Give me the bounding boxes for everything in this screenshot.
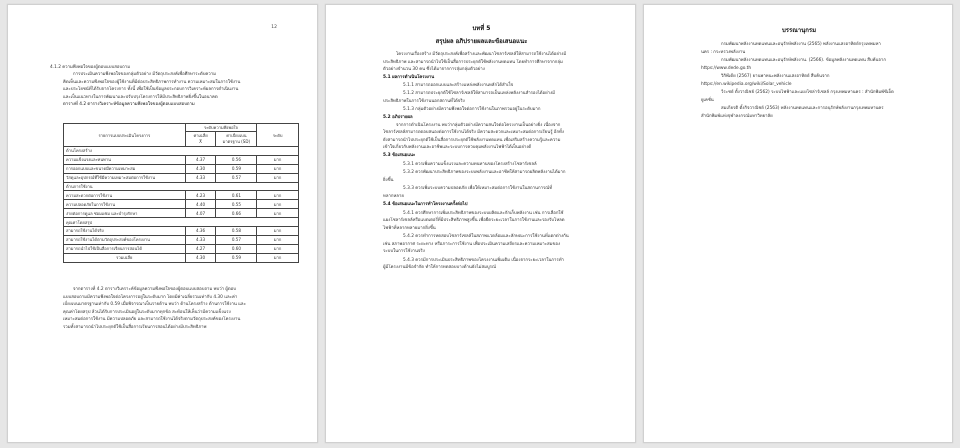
list-item: 5.1.3 กลุ่มตัวอย่างมีความพึงพอใจต่อการใช้งานในภาพรวมอยู่ในระดับมาก (403, 106, 541, 112)
cell-sd: 0.56 (216, 155, 257, 164)
cell-item: ความปลอดภัยในการใช้งาน (64, 200, 186, 209)
chapter-number: บทที่ 5 (472, 25, 491, 32)
cell-total-label: รวมเฉลี่ย (64, 253, 186, 262)
intro-line: และประโยชน์ที่ได้รับจากโครงการ ทั้งนี้ เพื่อใช้เป็นข้อมูลประกอบการวิเคราะห์ผลการดำเนินงาน (63, 87, 239, 92)
bib-entry: กรมพัฒนาพลังงานทดแทนและอนุรักษ์พลังงาน. (2566). ข้อมูลพลังงานทดแทน สืบค้นจาก (721, 58, 886, 63)
table-row (64, 244, 299, 253)
summary-line: จากตารางที่ 4.2 ตารางวิเคราะห์ข้อมูลความพึงพอใจของผู้ตอบแบบสอบถาม พบว่า ผู้ตอบ (73, 287, 237, 292)
list-item: 5.4.2 ควรทำการทดสอบโซลาร์เซลล์ในสภาพแวดล้อมและลักษณะการใช้งานที่แตกต่างกัน (403, 234, 569, 239)
mean-label: ค่าเฉลี่ย (193, 133, 208, 138)
table-row (64, 200, 299, 209)
cell-total-sd: 0.59 (216, 253, 257, 262)
summary-line: เบี่ยงเบนมาตรฐานเท่ากับ 0.59 เมื่อพิจารณาเป็นรายด้าน พบว่า ด้านโครงสร้าง ด้านการใช้งาน และ (63, 302, 246, 307)
cell-level: มาก (257, 200, 299, 209)
list-item: 5.1.2 สามารถประยุกต์ใช้โซลาร์เซลล์ให้สามารถเป็นแหล่งพลังงานสำรองได้อย่างมี (403, 91, 555, 96)
table-caption: ตารางที่ 4.2 ตารางวิเคราะห์ข้อมูลความพึงพอใจของผู้ตอบแบบสอบถาม (63, 102, 195, 107)
cell-sd: 0.55 (216, 200, 257, 209)
cell-item: ความสะดวกต่อการใช้งาน (64, 191, 186, 200)
col-header-mean (185, 132, 216, 147)
section-title: ด้านการใช้งาน (64, 182, 299, 191)
intro-line: คิดเห็นและความพึงพอใจของผู้ใช้งานที่มีต่อประสิทธิภาพการทำงาน ความเหมาะสมในการใช้งาน (63, 79, 241, 85)
cell-item: ความแข็งแรงและทนทาน (64, 155, 186, 164)
cell-sd: 0.57 (216, 173, 257, 182)
mean-symbol: X̄ (199, 139, 202, 144)
cell-level: มาก (257, 244, 299, 253)
section-heading-5-1: 5.1 ผลการดำเนินโครงงาน (383, 75, 435, 80)
cell-sd: 0.60 (216, 244, 257, 253)
cell-sd: 0.61 (216, 191, 257, 200)
cell-level: มาก (257, 191, 299, 200)
cell-level: มาก (257, 235, 299, 244)
bib-entry-cont: สำนักพิมพ์แห่งจุฬาลงกรณ์มหาวิทยาลัย (701, 114, 773, 119)
intro-line: การประเมินความพึงพอใจของกลุ่มตัวอย่าง มีวัตถุประสงค์เพื่อศึกษาระดับความ (73, 72, 216, 77)
bib-entry: สมเกียรติ ตั้งกิจวาณิชย์ (2563) พลังงานทดแทนและการอนุรักษ์พลังงานกรุงเทพมหานคร (721, 106, 884, 111)
cell-mean: 4.37 (185, 155, 216, 164)
list-item-cont: ระบบในการใช้งานจริง (383, 249, 425, 254)
list-item: 5.1.1 สามารถออกแบบและสร้างแหล่งพลังงานหลักได้สำเร็จ (403, 83, 514, 88)
cell-level: มาก (257, 227, 299, 236)
cell-mean: 4.27 (185, 244, 216, 253)
cell-mean: 4.33 (185, 173, 216, 182)
summary-line: รวมทั้งสามารถนำไปประยุกต์ใช้เป็นสื่อการเรียนการสอนได้อย่างมีประสิทธิภาพ (63, 324, 207, 330)
list-item-cont: ประสิทธิภาพในการใช้งานนอกสถานที่ได้จริง (383, 98, 465, 104)
section-heading-5-4: 5.4 ข้อเสนอแนะในการทำโครงงานครั้งต่อไป (383, 202, 468, 207)
summary-line: เหมาะสมต่อการใช้งาน มีความปลอดภัย และสามารถใช้งานได้จริงตามวัตถุประสงค์ของโครงงาน (63, 317, 241, 322)
table-row (64, 155, 299, 164)
section-heading-5-2: 5.2 อภิปรายผล (383, 114, 413, 120)
bib-entry: กรมพัฒนาพลังงานทดแทนและอนุรักษ์พลังงาน (2565) พลังงานแสงอาทิตย์กรุงเทพมหา (721, 42, 881, 47)
section-heading-5-3: 5.3 ข้อเสนอแนะ (383, 153, 416, 158)
cell-item: สามารถใช้งานได้จริง (64, 227, 186, 236)
list-item: 5.3.1 ควรเพิ่มความแข็งแรงและความทนทานของโครงสร้างโซลาร์เซลล์ (403, 161, 537, 167)
discussion-line: จากการดำเนินโครงงาน พบว่ากลุ่มตัวอย่างมีความสนใจต่อโครงงานเป็นอย่างยิ่ง เนื่องจาก (396, 122, 561, 128)
cell-item: วัสดุและอุปกรณ์ที่ใช้มีความเหมาะสมต่อการใช้งาน (64, 173, 186, 182)
list-item-cont: ไฟฟ้าที่หลากหลายมากยิ่งขึ้น (383, 225, 436, 231)
list-item-cont: ยิ่งขึ้น (383, 177, 394, 183)
cell-item: ง่ายต่อการดูแล ซ่อมแซม และบำรุงรักษา (64, 209, 186, 218)
cell-level: มาก (257, 209, 299, 218)
bibliography-title: บรรณานุกรม (781, 27, 817, 34)
table-section-row (64, 182, 299, 191)
cell-sd: 0.59 (216, 164, 257, 173)
list-item-cont: แผงโซลาร์เซลล์หรือแบตเตอรี่ที่มีประสิทธิภาพสูงขึ้น เพื่อยืดระยะเวลาในการใช้งานและรองรับโหลด (383, 218, 565, 223)
document-page-chapter-5 (325, 4, 636, 443)
cell-mean: 4.07 (185, 209, 216, 218)
discussion-line: โซลาร์เซลล์สามารถตอบสนองต่อการใช้งานได้จริง มีความสะดวกและเหมาะสมต่อการเรียนรู้ อีกทั้ง (383, 130, 564, 135)
table-row (64, 173, 299, 182)
sd-label: ค่าเบี่ยงเบน (226, 133, 247, 138)
cell-item: สามารถนำไปใช้เป็นสื่อการเรียนการสอนได้ (64, 244, 186, 253)
discussion-line: ยังสามารถนำไปประยุกต์ใช้เป็นสื่อการประยุกต์ใช้พลังงานทดแทน เพื่อเสริมสร้างความรู้และความ (383, 137, 561, 143)
satisfaction-table (63, 123, 299, 263)
table-total-row (64, 253, 299, 262)
cell-sd: 0.66 (216, 209, 257, 218)
list-item-cont: หลากหลาย (383, 193, 404, 199)
section-title: ด้านโครงสร้าง (64, 147, 299, 156)
col-header-sd (216, 132, 257, 147)
section-heading-4-1-2: 4.1.2 ความพึงพอใจของผู้ตอบแบบสอบถาม (50, 65, 131, 70)
cell-level: มาก (257, 173, 299, 182)
cell-level: มาก (257, 164, 299, 173)
table-section-row (64, 218, 299, 227)
cell-sd: 0.57 (216, 235, 257, 244)
bib-entry-cont: https://www.dede.go.th (701, 66, 752, 71)
summary-line: คุณค่าโดยสรุป ล้วนได้รับการประเมินอยู่ในระดับมากทุกข้อ สะท้อนให้เห็นว่ามีความแข็งแรง (63, 309, 231, 315)
cell-mean: 4.36 (185, 227, 216, 236)
sd-label-2: มาตรฐาน (SD) (222, 139, 251, 144)
cell-mean: 4.23 (185, 191, 216, 200)
col-header-group: ระดับความพึงพอใจ (185, 124, 257, 132)
col-header-level: ระดับ (257, 124, 299, 147)
bib-entry: วีระชย์ ตั้งวาณิชย์ (2562) ระบบไฟฟ้าและแผงโซล่าร์เซลล์ กรุงเทพมหานคร : สำนักพิมพ์ซีเอ็ด (721, 90, 894, 95)
list-item: 5.3.2 ควรพัฒนาประสิทธิภาพของระบบพลังงานและอาชีพให้สามารถผลิตพลังงานได้มาก (403, 170, 566, 175)
bib-entry-cont: นคร : กระทรวงพลังงาน (701, 50, 746, 55)
bib-entry-cont: https://en.wikipedia.org/wiki/Solar_vehicle (701, 82, 792, 87)
bib-entry-cont: ยูเคชั่น (701, 98, 714, 103)
table-row (64, 164, 299, 173)
cell-mean: 4.33 (185, 235, 216, 244)
list-item-cont: เช่น สภาพอากาศ ระยะทาง หรือภาระการใช้งาน เพื่อประเมินความเสถียรและความเหมาะสมของ (383, 241, 561, 247)
table-row (64, 191, 299, 200)
cell-item: การออกแบบและขนาดมีความเหมาะสม (64, 164, 186, 173)
table-row (64, 235, 299, 244)
table-row (64, 227, 299, 236)
section-title: คุณค่าโดยสรุป (64, 218, 299, 227)
cell-item: สามารถใช้งานได้ตามวัตถุประสงค์ของโครงงาน (64, 235, 186, 244)
intro-line: โครงงานเรื่องสร้าง มีวัตถุประสงค์เพื่อสร้างและพัฒนาโซลาร์เซลล์ให้สามารถใช้งานได้อย่างมี (396, 52, 567, 57)
intro-line: ตัวอย่างจำนวน 30 คน ซึ่งได้มาจากการสุ่มกลุ่มตัวอย่าง (383, 67, 485, 72)
table-row (64, 209, 299, 218)
page-number: 12 (271, 25, 277, 30)
bib-entry: วิกิพีเดีย (2567) ยานพาหนะพลังงานแสงอาทิตย์ สืบค้นจาก (721, 74, 830, 79)
chapter-title: สรุปผล อภิปรายผลและข้อเสนอแนะ (435, 38, 528, 45)
document-page-bibliography (643, 4, 953, 443)
table-section-row (64, 147, 299, 156)
cell-total-mean: 4.30 (185, 253, 216, 262)
list-item: 5.4.3 ควรมีการประเมินประสิทธิภาพของโครงงานเพิ่มเติม เนื่องจากระยะเวลาในการทำ (403, 257, 564, 263)
list-item: 5.3.3 ควรเพิ่มระบบความปลอดภัย เพื่อให้เหมาะสมต่อการใช้งานในสถานการณ์ที่ (403, 186, 553, 191)
document-page-12 (7, 4, 318, 443)
cell-total-level: มาก (257, 253, 299, 262)
cell-mean: 4.30 (185, 164, 216, 173)
cell-level: มาก (257, 155, 299, 164)
col-header-item: รายการแบบประเมินโครงการ (64, 124, 186, 147)
discussion-line: เข้าใจเกี่ยวกับพลังงานและอาชีพและระบบการควบคุมพลังงานไฟฟ้าได้เป็นอย่างดี (383, 145, 532, 150)
list-item: 5.4.1 ควรศึกษาการเพิ่มประสิทธิภาพของระบบผลิตและกักเก็บพลังงาน เช่น การเลือกใช้ (403, 210, 564, 216)
list-item-cont: ผู้มีโครงงานมีข้อจำกัด ทำให้การทดสอบบางด้านยังไม่สมบูรณ์ (383, 265, 496, 270)
intro-line: และเป็นแนวทางในการพัฒนาและปรับปรุงโครงการให้มีประสิทธิภาพยิ่งขึ้นในอนาคต (63, 94, 218, 100)
intro-line: ประสิทธิภาพ และสามารถนำไปใช้เป็นสื่อการประยุกต์ใช้พลังงานทดแทน โดยทำการศึกษาจากกลุ่ม (383, 59, 563, 65)
summary-line: แบบสอบถามมีความพึงพอใจต่อโครงการอยู่ในระดับมาก โดยมีค่าเฉลี่ยรวมเท่ากับ 4.30 และค่า (63, 294, 238, 300)
cell-sd: 0.58 (216, 227, 257, 236)
cell-mean: 4.40 (185, 200, 216, 209)
